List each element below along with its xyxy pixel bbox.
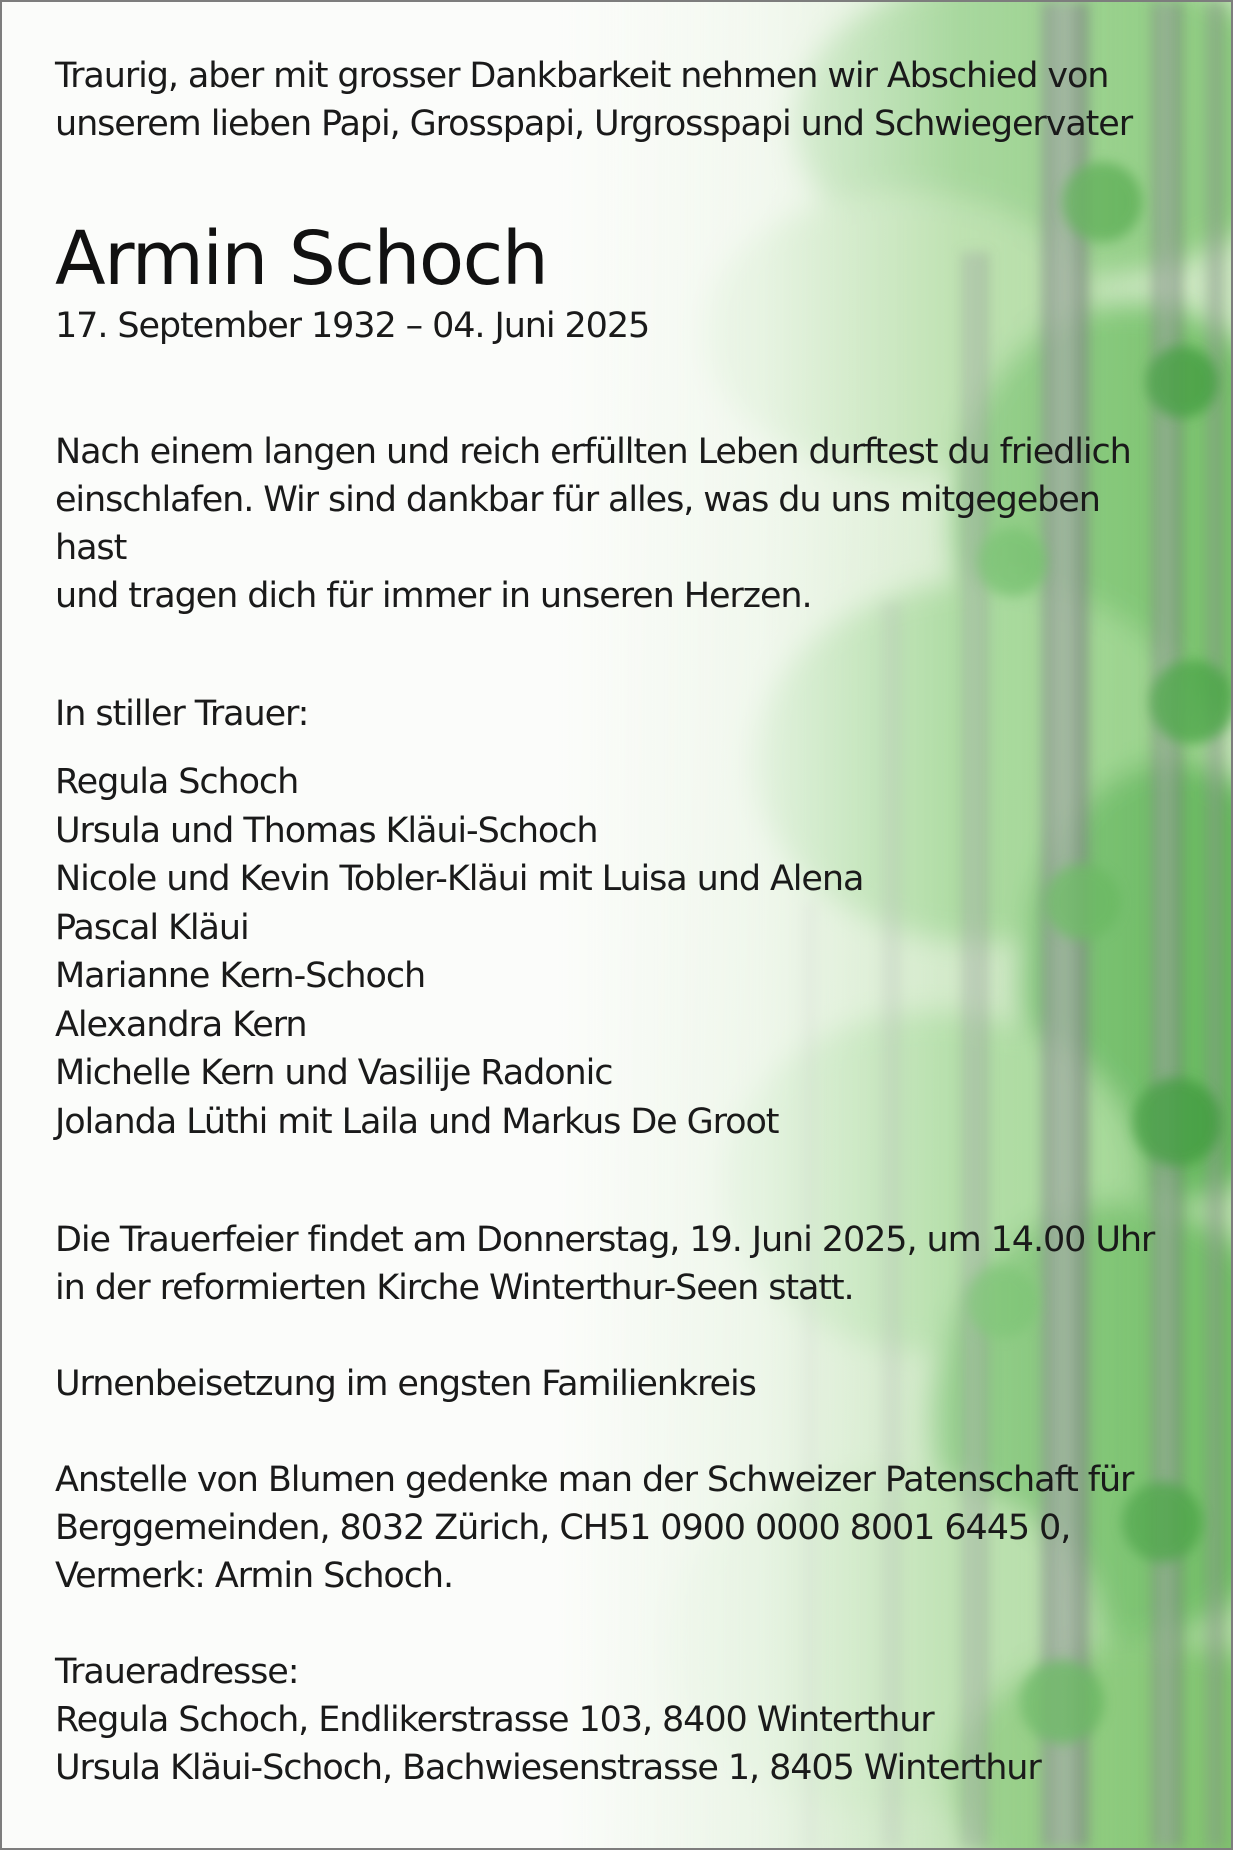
- mourner-name: Marianne Kern-Schoch: [55, 956, 426, 996]
- donation-info: Anstelle von Blumen gedenke man der Schweizer Patenschaft für Berggemeinden, 8032 Zürich, CH51 0900 0000 8001 6445 0, Vermerk: Armin Schoch.: [55, 1460, 1134, 1596]
- life-dates: 17. September 1932 – 04. Juni 2025: [55, 306, 650, 346]
- funeral-service-info: Die Trauerfeier findet am Donnerstag, 19. Juni 2025, um 14.00 Uhr in der reformierten Kirche Winterthur-Seen statt.: [55, 1220, 1155, 1308]
- mourning-address: Regula Schoch, Endlikerstrasse 103, 8400 Winterthur: [55, 1700, 934, 1740]
- mourner-name: Alexandra Kern: [55, 1004, 307, 1045]
- mourner-name: Jolanda Lüthi mit Laila und Markus De Groot: [55, 1101, 779, 1142]
- deceased-name: Armin Schoch: [55, 216, 548, 302]
- burial-info: Urnenbeisetzung im engsten Familienkreis: [55, 1364, 756, 1404]
- mourner-name: Nicole und Kevin Tobler-Kläui mit Luisa und Alena: [55, 859, 864, 899]
- mourner-name: Pascal Kläui: [55, 907, 249, 948]
- obituary-text: [55, 52, 1175, 1792]
- mourner-name: Michelle Kern und Vasilije Radonic: [55, 1053, 613, 1093]
- mourning-address: Ursula Kläui-Schoch, Bachwiesenstrasse 1, 8405 Winterthur: [55, 1748, 1041, 1788]
- mourner-name: Ursula und Thomas Kläui-Schoch: [55, 810, 598, 851]
- intro-text: Traurig, aber mit grosser Dankbarkeit nehmen wir Abschied von unserem lieben Papi, Grosspapi, Urgrosspapi und Schwiegervater: [55, 56, 1133, 144]
- mourning-address-label: Traueradresse:: [55, 1652, 299, 1692]
- farewell-message: Nach einem langen und reich erfüllten Leben durftest du friedlich einschlafen. Wir sind dankbar für alles, was du uns mitgegeben hast und tragen dich für immer in unseren Herzen.: [55, 432, 1131, 616]
- mourning-label: In stiller Trauer:: [55, 694, 309, 734]
- mourner-name: Regula Schoch: [55, 762, 299, 802]
- mourners-list: [55, 758, 1175, 1146]
